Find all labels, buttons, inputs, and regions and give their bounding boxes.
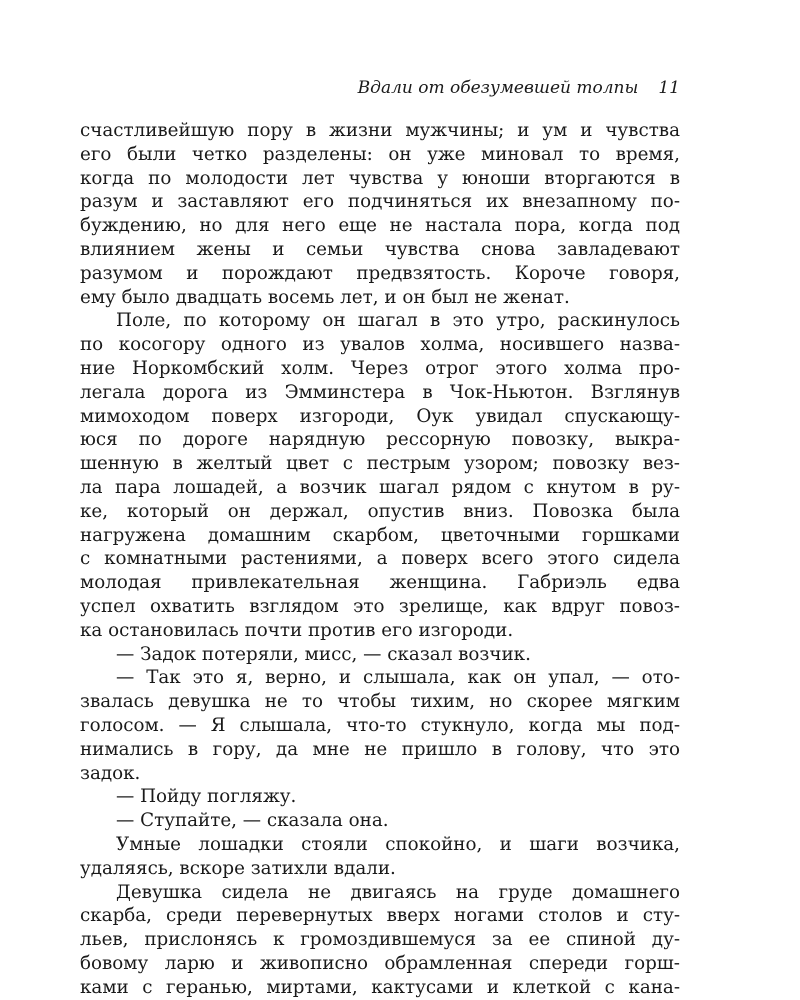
text-line: влиянием жены и семьи чувства снова завладевают (80, 238, 680, 260)
text-line: счастливейшую пору в жизни мужчины; и ум и чувства (80, 120, 680, 141)
text-line: разум и заставляют его подчиняться их внезапному по- (80, 191, 680, 213)
book-title: Вдали от обезумевшей толпы (357, 78, 639, 98)
text-line: по косогору одного из увалов холма, носившего назва- (80, 334, 680, 356)
text-line: шенную в желтый цвет с пестрым узором; повозку вез- (80, 453, 680, 475)
text-line: голосом. — Я слышала, что-то стукнуло, когда мы под- (80, 714, 680, 736)
body-text (80, 119, 680, 999)
text-line: буждению, но для него еще не настала пора, когда под (80, 215, 680, 237)
text-line: Поле, по которому он шагал в это утро, раскинулось (116, 310, 680, 332)
text-line: нагружена домашним скарбом, цветочными горшками (80, 524, 680, 546)
text-line: задок. (80, 762, 141, 784)
text-line: скарба, среди перевернутых вверх ногами столов и сту- (80, 905, 680, 927)
text-line: Умные лошадки стояли спокойно, и шаги возчика, (116, 833, 680, 855)
text-line: — Пойду погляжу. (116, 786, 297, 808)
text-line: мимоходом поверх изгороди, Оук увидал спускающу- (80, 405, 680, 427)
text-line: — Задок потеряли, мисс, — сказал возчик. (116, 643, 531, 665)
text-line: разумом и порождают предвзятость. Короче говоря, (80, 262, 680, 284)
text-line: удаляясь, вскоре затихли вдали. (80, 857, 396, 879)
text-line: молодая привлекательная женщина. Габриэль едва (80, 572, 680, 594)
text-line: бовому ларю и живописно обрамленная спереди горш- (80, 952, 680, 974)
text-line: звалась девушка не то чтобы тихим, но скорее мягким (80, 691, 680, 713)
text-line: ние Норкомбский холм. Через отрог этого холма про- (80, 357, 680, 379)
text-line: ками с геранью, миртами, кактусами и клеткой с кана- (80, 976, 680, 998)
text-line: легала дорога из Эмминстера в Чок-Ньютон. Взглянув (80, 381, 680, 403)
page-number: 11 (658, 78, 680, 98)
text-line: с комнатными растениями, а поверх всего этого сидела (80, 548, 680, 570)
text-line: ему было двадцать восемь лет, и он был не женат. (80, 286, 570, 308)
running-header (80, 77, 680, 99)
text-line: успел охватить взглядом это зрелище, как вдруг повоз- (80, 595, 680, 617)
text-line: юся по дороге нарядную рессорную повозку, выкра- (80, 429, 680, 451)
text-line: ка остановилась почти против его изгороди. (80, 619, 514, 641)
text-line: — Ступайте, — сказала она. (116, 810, 389, 832)
text-line: ла пара лошадей, а возчик шагал рядом с кнутом в ру- (80, 476, 680, 498)
text-line: — Так это я, верно, и слышала, как он упал, — ото- (116, 667, 680, 689)
text-line: Девушка сидела не двигаясь на груде домашнего (116, 881, 680, 903)
text-line: льев, прислонясь к громоздившемуся за ее спиной ду- (80, 929, 680, 951)
text-line: ке, который он держал, опустив вниз. Повозка была (80, 500, 680, 522)
text-line: когда по молодости лет чувства у юноши вторгаются в (80, 167, 680, 189)
text-line: нимались в гору, да мне не пришло в голову, что это (80, 738, 680, 760)
text-line: его были четко разделены: он уже миновал то время, (80, 143, 680, 165)
